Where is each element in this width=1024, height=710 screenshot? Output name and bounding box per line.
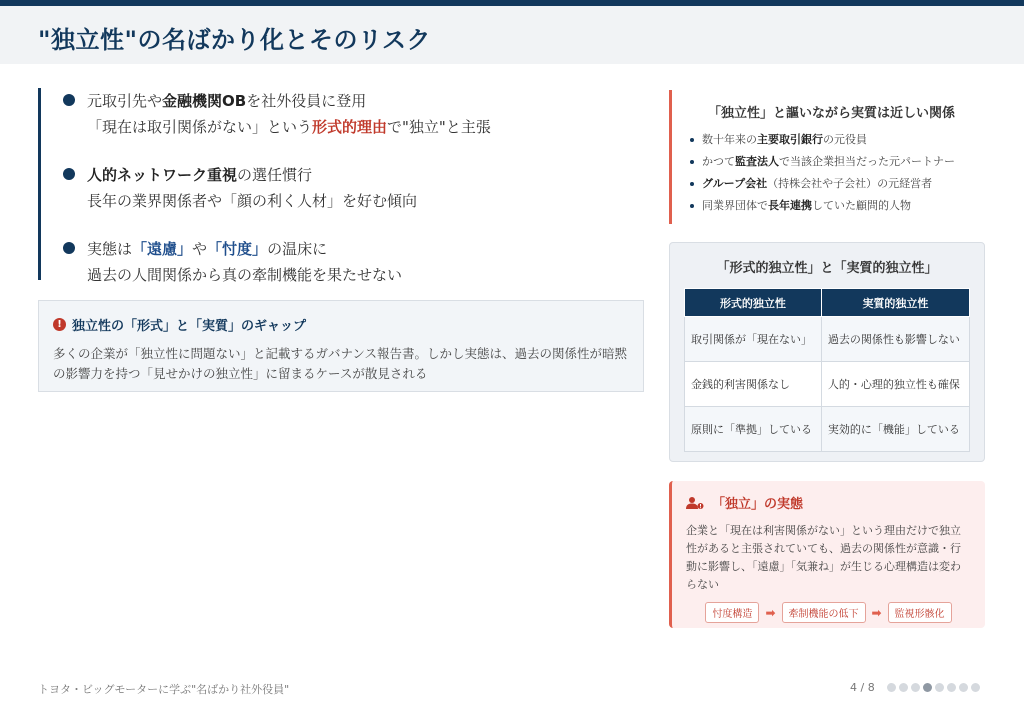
process-flow — [686, 602, 971, 623]
text-segment: 元取引先や — [87, 92, 163, 110]
emphasis-text: 「忖度」 — [207, 240, 268, 258]
text-segment: の元役員 — [823, 133, 867, 146]
alert-icon: ! — [53, 318, 66, 331]
reality-body: 企業と「現在は利害関係がない」という理由だけで独立性があると主張されていても、過去の関係性が意識・行動に影響し、「遠慮」「気兼ね」が生じる心理構造は変わらない — [686, 524, 961, 591]
relations-heading: 「独立性」と謳いながら実質は近しい関係 — [707, 106, 955, 121]
page-dot[interactable] — [887, 683, 896, 692]
page-dot[interactable] — [935, 683, 944, 692]
page-dot[interactable] — [947, 683, 956, 692]
text-segment: で当該企業担当だった元パートナー — [779, 155, 955, 168]
relations-item — [688, 151, 975, 173]
table-row — [685, 317, 970, 362]
point-1 — [63, 88, 638, 140]
gap-heading: 独立性の「形式」と「実質」のギャップ — [72, 319, 307, 334]
emphasis-text: 監査法人 — [735, 155, 779, 168]
text-segment: の温床に — [267, 240, 328, 258]
emphasis-text: 金融機関OB — [162, 92, 247, 110]
title-bar — [0, 6, 1024, 64]
page-dot[interactable] — [899, 683, 908, 692]
table-cell: 人的・心理的独立性も確保 — [821, 362, 969, 407]
relations-list — [688, 129, 975, 217]
emphasis-text: 長年連携 — [768, 199, 812, 212]
text-segment: 数十年来の — [702, 133, 757, 146]
reality-heading-row — [686, 493, 971, 512]
point-3-line-2 — [63, 262, 638, 288]
reality-panel — [669, 481, 985, 628]
text-segment: かつて — [702, 155, 735, 168]
page-dots — [887, 683, 983, 692]
comparison-table — [684, 288, 970, 452]
emphasis-text: グループ会社 — [702, 177, 768, 190]
emphasis-text: 「遠慮」 — [132, 240, 193, 258]
point-3 — [63, 236, 638, 288]
text-segment: 同業界団体で — [702, 199, 768, 212]
point-2 — [63, 162, 638, 214]
emphasis-text: 人的ネットワーク重視 — [87, 166, 238, 184]
point-1-line-2 — [63, 114, 638, 140]
table-cell: 取引関係が「現在ない」 — [685, 317, 822, 362]
table-cell: 金銭的利害関係なし — [685, 362, 822, 407]
emphasis-text: 形式的理由 — [312, 118, 388, 136]
comparison-heading: 「形式的独立性」と「実質的独立性」 — [716, 261, 938, 276]
column-header: 形式的独立性 — [685, 289, 822, 317]
gap-callout — [38, 300, 644, 392]
table-cell: 原則に「準拠」している — [685, 407, 822, 452]
table-cell: 実効的に「機能」している — [821, 407, 969, 452]
text-segment: 長年の業界関係者や「顔の利く人材」を好む傾向 — [87, 192, 418, 210]
point-3-line-1 — [63, 236, 638, 262]
bullet-dot-icon — [63, 242, 75, 254]
text-segment: 「現在は取引関係がない」という — [87, 118, 313, 136]
page-title: "独立性"の名ばかり化とそのリスク — [38, 26, 432, 54]
person-warning-icon — [686, 496, 704, 510]
footer-title: トヨタ・ビッグモーターに学ぶ"名ばかり社外役員" — [38, 683, 290, 696]
page-dot[interactable] — [959, 683, 968, 692]
text-segment: で"独立"と主張 — [387, 118, 491, 136]
emphasis-text: 主要取引銀行 — [757, 133, 823, 146]
key-points — [38, 88, 638, 284]
comparison-panel — [669, 242, 985, 462]
page-dot[interactable] — [911, 683, 920, 692]
relations-panel — [669, 90, 985, 224]
arrow-right-icon: ➡ — [871, 605, 882, 620]
page-number: 4 / 8 — [850, 681, 875, 694]
relations-item — [688, 195, 975, 217]
point-2-line-2 — [63, 188, 638, 214]
arrow-right-icon: ➡ — [765, 605, 776, 620]
table-cell: 過去の関係性も影響しない — [821, 317, 969, 362]
relations-item — [688, 173, 975, 195]
page-dot[interactable] — [923, 683, 932, 692]
reality-heading: 「独立」の実態 — [712, 497, 804, 512]
point-1-line-1 — [63, 88, 638, 114]
text-segment: の選任慣行 — [237, 166, 313, 184]
text-segment: 実態は — [87, 240, 133, 258]
bullet-dot-icon — [63, 168, 75, 180]
gap-body: 多くの企業が「独立性に問題ない」と記載するガバナンス報告書。しかし実態は、過去の関係性が暗黙の影響力を持つ「見せかけの独立性」に留まるケースが散見される — [53, 346, 628, 381]
text-segment: （持株会社や子会社）の元経営者 — [767, 177, 933, 190]
column-header: 実質的独立性 — [821, 289, 969, 317]
text-segment: や — [192, 240, 208, 258]
flow-step: 忖度構造 — [705, 602, 759, 623]
relations-item — [688, 129, 975, 151]
text-segment: 過去の人間関係から真の牽制機能を果たせない — [87, 266, 403, 284]
table-header-row — [685, 289, 970, 317]
flow-step: 牽制機能の低下 — [782, 602, 866, 623]
text-segment: を社外役員に登用 — [246, 92, 367, 110]
page-dot[interactable] — [971, 683, 980, 692]
point-2-line-1 — [63, 162, 638, 188]
text-segment: していた顧問的人物 — [812, 199, 911, 212]
table-row — [685, 362, 970, 407]
bullet-dot-icon — [63, 94, 75, 106]
pagination — [850, 681, 983, 694]
flow-step: 監視形骸化 — [888, 602, 952, 623]
gap-heading-row — [53, 315, 629, 334]
table-row — [685, 407, 970, 452]
